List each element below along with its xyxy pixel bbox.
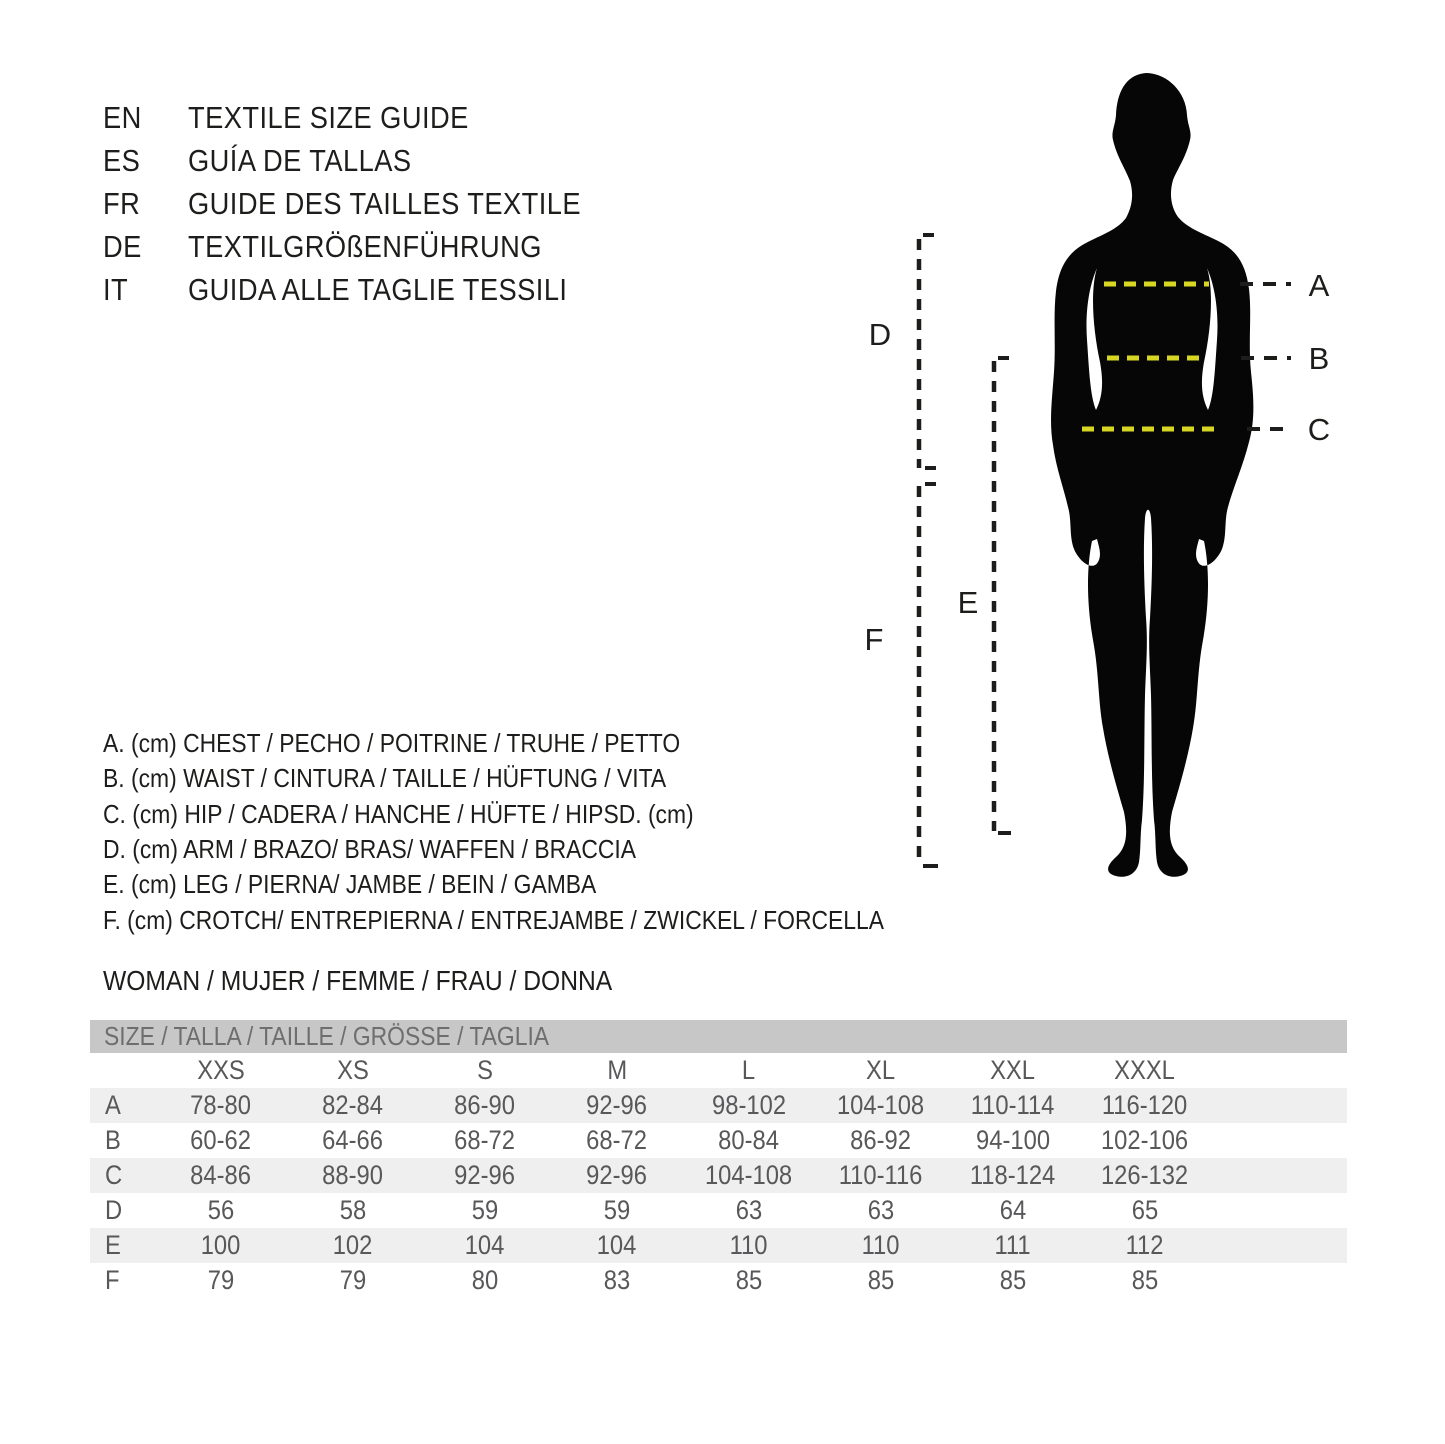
table-row-waist [90,1123,1347,1158]
table-cell: 63 [867,1195,895,1225]
measure-label-crotch: F [864,622,884,657]
table-cell: 88-90 [322,1160,384,1190]
row-label: F [105,1265,120,1295]
measure-label-chest: A [1308,268,1330,303]
table-cell: 68-72 [586,1125,648,1155]
row-label: A [105,1090,121,1120]
table-cell: 64-66 [322,1125,384,1155]
table-row-crotch [90,1263,1347,1298]
table-cell: 110-114 [971,1090,1055,1120]
legend-item-leg: E. (cm) LEG / PIERNA/ JAMBE / BEIN / GAMBA [103,869,597,900]
table-cell: 100 [201,1230,241,1260]
table-cell: 64 [999,1195,1027,1225]
guide-title: TEXTILE SIZE GUIDE [188,99,469,135]
table-cell: 126-132 [1101,1160,1189,1190]
table-cell: 79 [207,1265,235,1295]
table-cell: 85 [735,1265,763,1295]
size-table [90,1020,1347,1298]
measure-label-hip: C [1307,412,1331,447]
language-code: IT [103,271,129,307]
size-header-row [90,1053,1347,1088]
table-cell: 56 [207,1195,235,1225]
table-cell: 102-106 [1101,1125,1189,1155]
table-cell: 86-90 [454,1090,516,1120]
table-cell: 80 [471,1265,499,1295]
table-row-leg [90,1228,1347,1263]
size-col-header: XXS [197,1055,245,1085]
row-label: B [105,1125,121,1155]
row-label: E [105,1230,121,1260]
table-cell: 84-86 [190,1160,252,1190]
table-cell: 80-84 [718,1125,780,1155]
row-label: C [105,1160,123,1190]
legend-item-hip: C. (cm) HIP / CADERA / HANCHE / HÜFTE / HIPSD. (cm) [103,798,694,829]
table-cell: 104-108 [705,1160,793,1190]
table-cell: 78-80 [190,1090,252,1120]
table-cell: 85 [999,1265,1027,1295]
legend-item-waist: B. (cm) WAIST / CINTURA / TAILLE / HÜFTUNG / VITA [103,763,667,794]
guide-title: TEXTILGRÖßENFÜHRUNG [188,228,542,264]
table-cell: 86-92 [850,1125,912,1155]
table-cell: 59 [471,1195,499,1225]
table-row-hip [90,1158,1347,1193]
table-cell: 92-96 [586,1090,648,1120]
table-cell: 65 [1131,1195,1159,1225]
table-header-band: SIZE / TALLA / TAILLE / GRÖSSE / TAGLIA [90,1020,1347,1053]
table-cell: 102 [333,1230,373,1260]
size-col-header: XXL [990,1055,1036,1085]
language-code: ES [103,142,141,178]
size-col-header: M [607,1055,627,1085]
table-cell: 63 [735,1195,763,1225]
table-cell: 110-116 [839,1160,923,1190]
table-cell: 104-108 [837,1090,925,1120]
legend-item-arm: D. (cm) ARM / BRAZO/ BRAS/ WAFFEN / BRACCIA [103,834,637,865]
row-label: D [105,1195,123,1225]
language-row-de [103,225,635,268]
language-code: DE [103,228,142,264]
language-row-es [103,139,635,182]
table-cell: 92-96 [586,1160,648,1190]
table-cell: 104 [597,1230,637,1260]
table-cell: 110 [730,1230,768,1260]
table-cell: 82-84 [322,1090,384,1120]
language-code: FR [103,185,141,221]
table-cell: 85 [1131,1265,1159,1295]
table-cell: 111 [994,1230,1032,1260]
language-row-fr [103,182,635,225]
audience-title: WOMAN / MUJER / FEMME / FRAU / DONNA [103,965,613,996]
measure-label-waist: B [1308,341,1330,376]
size-col-header: L [742,1055,756,1085]
guide-title: GUÍA DE TALLAS [188,142,412,178]
size-col-header: XXXL [1114,1055,1176,1085]
table-cell: 104 [465,1230,505,1260]
language-row-it [103,268,635,311]
guide-title: GUIDE DES TAILLES TEXTILE [188,185,582,221]
table-cell: 92-96 [454,1160,516,1190]
measure-label-leg: E [957,585,979,620]
table-cell: 58 [339,1195,367,1225]
size-col-header: XL [866,1055,896,1085]
measure-label-arm: D [868,317,892,352]
guide-title: GUIDA ALLE TAGLIE TESSILI [188,271,568,307]
table-cell: 110 [862,1230,900,1260]
table-cell: 112 [1126,1230,1164,1260]
table-row-arm [90,1193,1347,1228]
language-title-list [103,96,635,311]
table-cell: 59 [603,1195,631,1225]
legend-item-chest: A. (cm) CHEST / PECHO / POITRINE / TRUHE / PETTO [103,728,681,759]
table-cell: 60-62 [190,1125,252,1155]
table-cell: 116-120 [1102,1090,1188,1120]
legend-item-crotch: F. (cm) CROTCH/ ENTREPIERNA / ENTREJAMBE / ZWICKEL / FORCELLA [103,904,884,935]
size-col-header: S [477,1055,493,1085]
table-cell: 83 [603,1265,631,1295]
table-cell: 118-124 [970,1160,1056,1190]
language-row-en [103,96,635,139]
table-cell: 98-102 [711,1090,786,1120]
table-cell: 85 [867,1265,895,1295]
table-cell: 79 [339,1265,367,1295]
language-code: EN [103,99,142,135]
table-cell: 68-72 [454,1125,516,1155]
table-cell: 94-100 [975,1125,1050,1155]
table-row-chest [90,1088,1347,1123]
woman-silhouette [1051,73,1253,877]
size-col-header: XS [337,1055,369,1085]
measurement-legend [103,726,990,938]
